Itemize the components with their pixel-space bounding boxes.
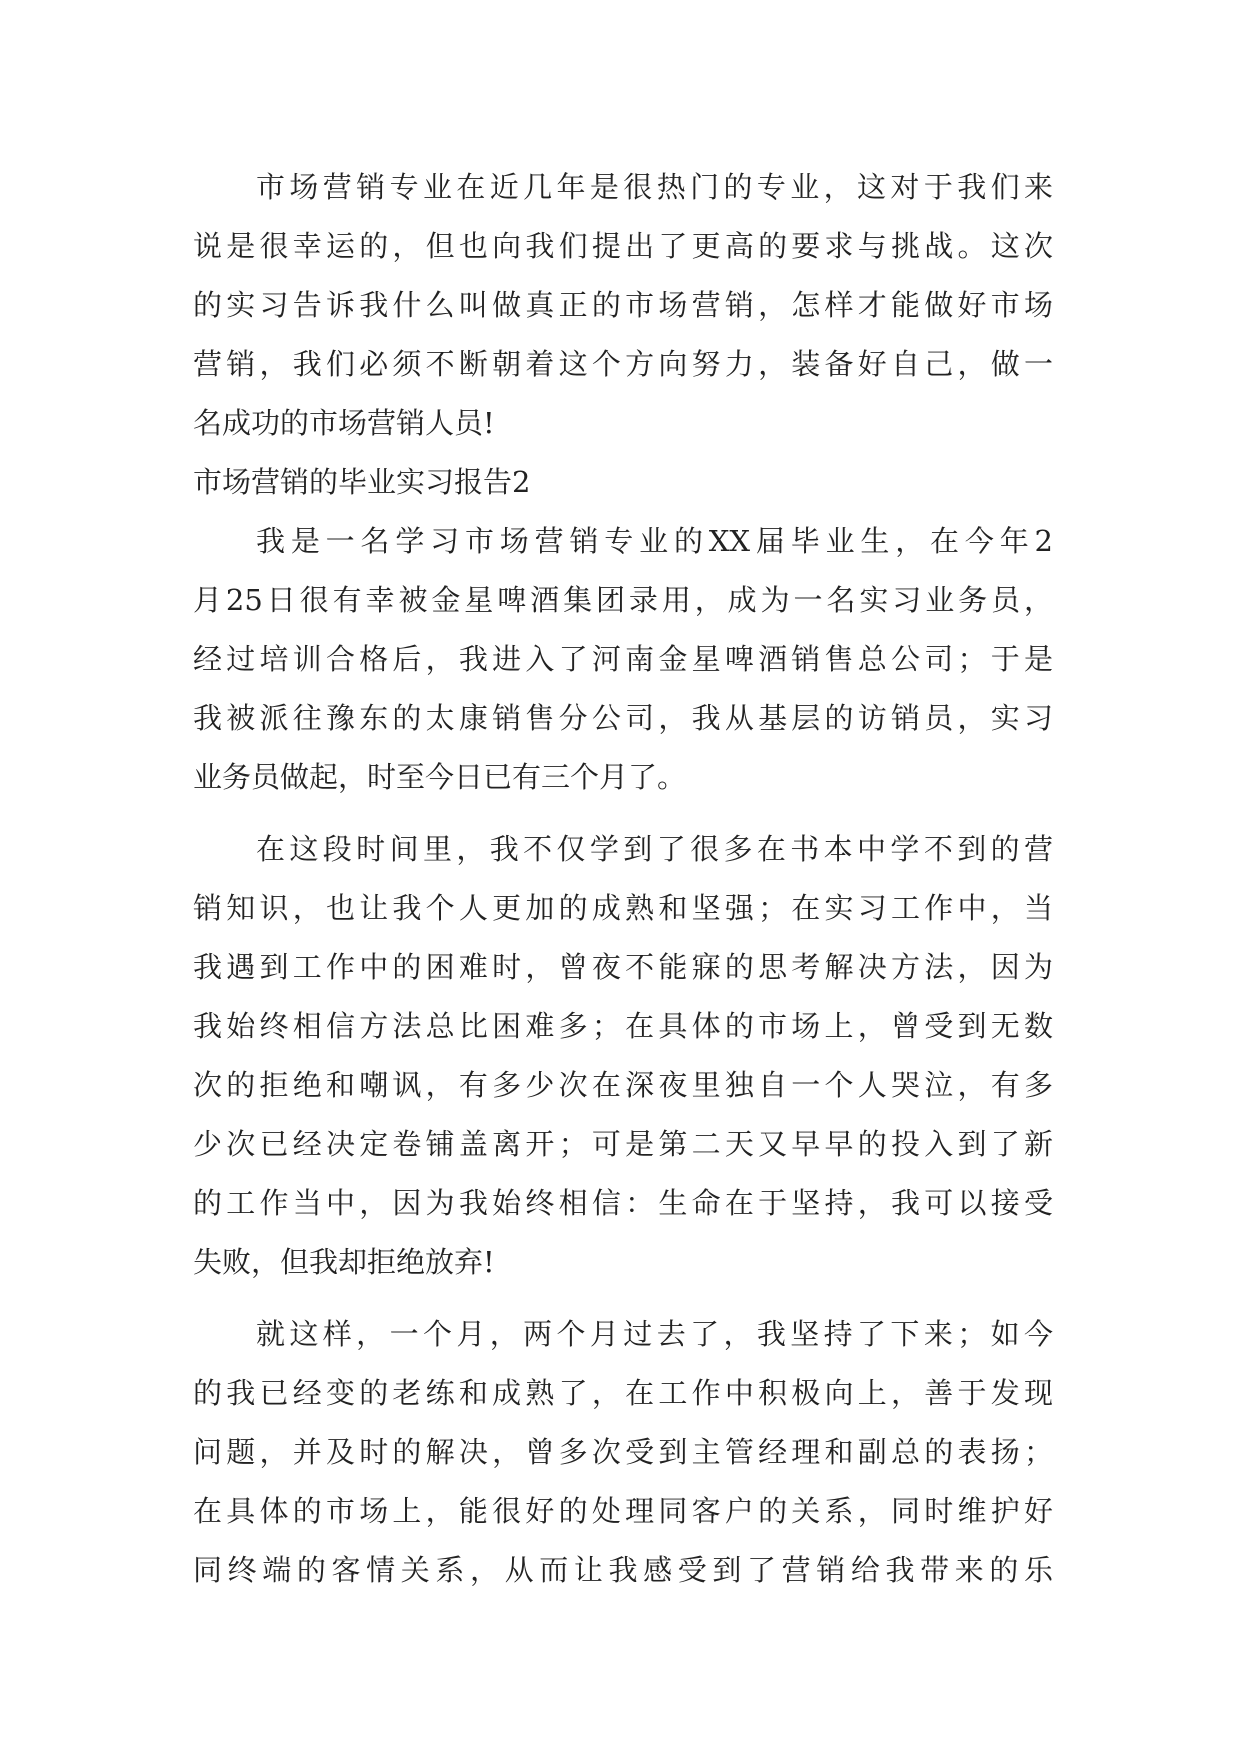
paragraph-2 [193, 820, 1053, 1292]
text-line: 说是很幸运的，但也向我们提出了更高的要求与挑战。这次 [193, 229, 1053, 263]
text-line: 销知识，也让我个人更加的成熟和坚强；在实习工作中，当 [193, 891, 1053, 925]
paragraph-1 [193, 512, 1053, 807]
text-line: 在具体的市场上，能很好的处理同客户的关系，同时维护好 [193, 1494, 1053, 1528]
text-line: 月25日很有幸被金星啤酒集团录用，成为一名实习业务员， [193, 583, 1053, 617]
text-line: 同终端的客情关系，从而让我感受到了营销给我带来的乐 [193, 1553, 1053, 1587]
text-line: 就这样，一个月，两个月过去了，我坚持了下来；如今 [256, 1317, 1053, 1351]
text-line: 的工作当中，因为我始终相信：生命在于坚持，我可以接受 [193, 1186, 1053, 1220]
text-line: 在这段时间里，我不仅学到了很多在书本中学不到的营 [256, 832, 1053, 866]
text-line: 次的拒绝和嘲讽，有多少次在深夜里独自一个人哭泣，有多 [193, 1068, 1053, 1102]
text-line: 业务员做起，时至今日已有三个月了。 [193, 760, 687, 794]
text-line: 我被派往豫东的太康销售分公司，我从基层的访销员，实习 [193, 701, 1053, 735]
text-line: 少次已经决定卷铺盖离开；可是第二天又早早的投入到了新 [193, 1127, 1053, 1161]
text-line: 的我已经变的老练和成熟了，在工作中积极向上，善于发现 [193, 1376, 1053, 1410]
text-line: 我始终相信方法总比困难多；在具体的市场上，曾受到无数 [193, 1009, 1053, 1043]
text-line: 名成功的市场营销人员! [193, 406, 495, 440]
text-line: 经过培训合格后，我进入了河南金星啤酒销售总公司；于是 [193, 642, 1053, 676]
paragraph-intro [193, 158, 1053, 453]
paragraph-3 [193, 1305, 1053, 1600]
text-line: 我是一名学习市场营销专业的XX届毕业生，在今年2 [256, 524, 1053, 558]
text-line: 市场营销专业在近几年是很热门的专业，这对于我们来 [256, 170, 1053, 204]
text-line: 的实习告诉我什么叫做真正的市场营销，怎样才能做好市场 [193, 288, 1053, 322]
text-line: 营销，我们必须不断朝着这个方向努力，装备好自己，做一 [193, 347, 1053, 381]
section-heading: 市场营销的毕业实习报告2 [193, 465, 531, 499]
text-line: 问题，并及时的解决，曾多次受到主管经理和副总的表扬； [193, 1435, 1053, 1469]
text-line: 我遇到工作中的困难时，曾夜不能寐的思考解决方法，因为 [193, 950, 1053, 984]
document-body [193, 158, 1053, 1600]
text-line: 失败，但我却拒绝放弃! [193, 1245, 495, 1279]
